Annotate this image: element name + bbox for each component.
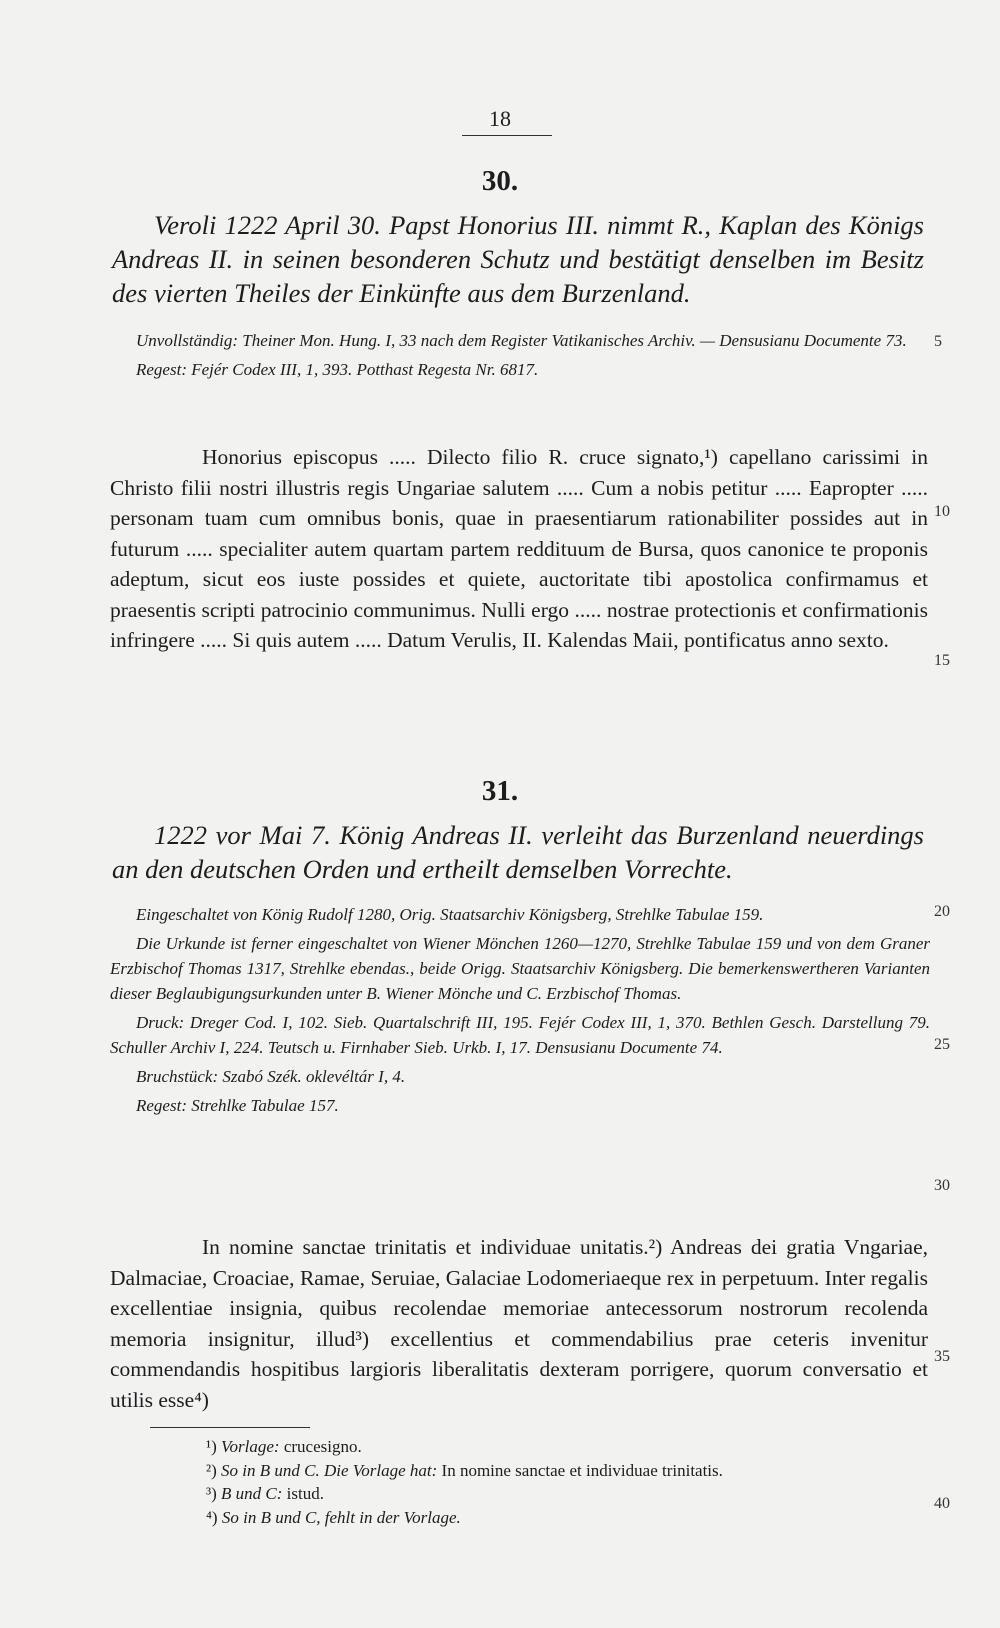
footnote (206, 1435, 936, 1459)
apparatus-entry: Regest: Strehlke Tabulae 157. (136, 1096, 339, 1115)
footnote-text: crucesigno. (279, 1437, 362, 1456)
document-number-30: 30. (481, 165, 519, 197)
line-number: 30 (934, 1177, 950, 1194)
footnote-rule (150, 1427, 310, 1428)
apparatus-entry: Unvollständig: Theiner Mon. Hung. I, 33 nach dem Register Vatikanisches Archiv. — Densusianu Documente 73. (136, 331, 907, 350)
document-number-31: 31. (481, 775, 519, 807)
line-number: 35 (934, 1348, 950, 1365)
charter-text: Honorius episcopus ..... Dilecto filio R. cruce signato,¹) capellano carissimi in Christo filii nostri illustris regis Ungariae salutem ..... Cum a nobis petitur ..... Eapropter ..... personam tuam cum omnibus bonis, quae in praesentiarum rationabiliter possides aut in futurum ..... specialiter autem quartam partem reddituum de Bursa, quos canonice te proponis adeptum, sicut eos iuste possides et quiete, auctoritate tibi apostolica confirmamus et praesentis scripti patrocinio communimus. Nulli ergo ..... nostrae protectionis et confirmationis infringere ..... Si quis autem ..... Datum Verulis, II. Kalendas Maii, pontificatus anno sexto. (110, 445, 928, 652)
page-number: 18 (489, 106, 511, 131)
footnote-mark: ⁴) (206, 1507, 218, 1527)
line-number: 10 (934, 503, 950, 520)
footnote (206, 1482, 936, 1506)
footnote-italic: B und C: (221, 1484, 283, 1503)
apparatus-entry: Eingeschaltet von König Rudolf 1280, Orig. Staatsarchiv Königsberg, Strehlke Tabulae 159. (136, 905, 764, 924)
footnote-italic: So in B und C, fehlt in der Vorlage. (221, 1507, 461, 1527)
footnote-italic: So in B und C. Die Vorlage hat: (221, 1460, 438, 1480)
apparatus-entry: Die Urkunde ist ferner eingeschaltet von Wiener Mönchen 1260—1270, Strehlke Tabulae 159 und von dem Graner Erzbischof Thomas 1317, Strehlke ebendas., beide Origg. Staatsarchiv Königsberg. Die bemerkenswertheren Varianten dieser Beglaubigungsurkunden unter B. Wiener Mönche und C. Erzbischof Thomas. (110, 934, 930, 1003)
footnote-mark: ¹) (206, 1437, 217, 1456)
document-30-apparatus (110, 328, 930, 382)
apparatus-entry: Bruchstück: Szabó Szék. oklevéltár I, 4. (136, 1067, 406, 1086)
line-number: 5 (934, 333, 942, 350)
apparatus-entry: Druck: Dreger Cod. I, 102. Sieb. Quartalschrift III, 195. Fejér Codex III, 1, 370. Bethlen Gesch. Darstellung 79. Schuller Archiv I, 224. Teutsch u. Firnhaber Sieb. Urkb. I, 17. Densusianu Documente 74. (110, 1013, 930, 1057)
document-31-apparatus (110, 902, 930, 1118)
footnote-text: istud. (282, 1484, 324, 1503)
page-number-rule (462, 135, 552, 136)
footnote-italic: Vorlage: (221, 1437, 280, 1456)
document-30-text (110, 442, 928, 656)
line-number: 15 (934, 652, 950, 669)
footnote (206, 1506, 936, 1530)
document-31-heading: 1222 vor Mai 7. König Andreas II. verleiht das Burzenland neuerdings an den deutschen Orden und ertheilt demselben Vorrechte. (112, 820, 924, 884)
line-number: 25 (934, 1036, 950, 1053)
document-31-text (110, 1232, 928, 1415)
line-number: 40 (934, 1495, 950, 1512)
footnote (206, 1459, 936, 1483)
charter-text: In nomine sanctae trinitatis et individuae unitatis.²) Andreas dei gratia Vngariae, Dalmaciae, Croaciae, Ramae, Seruiae, Galaciae Lodomeriaeque rex in perpetuum. Inter regalis excellentiae insignia, quibus recolendae memoriae antecessorum nostrorum recolenda memoria insignitur, illud³) excellentius et commendabilius prae ceteris invenitur commendandis hospitibus largioris liberalitatis dexteram porrigere, quorum conversatio et utilis esse⁴) (110, 1235, 928, 1412)
document-30-heading: Veroli 1222 April 30. Papst Honorius III. nimmt R., Kaplan des Königs Andreas II. in seinen besonderen Schutz und bestätigt denselben im Besitz des vierten Theiles der Einkünfte aus dem Burzenland. (112, 210, 924, 308)
footnote-mark: ²) (206, 1460, 217, 1480)
footnote-text: In nomine sanctae et individuae trinitatis. (437, 1460, 723, 1480)
footnotes (206, 1435, 936, 1529)
apparatus-entry: Regest: Fejér Codex III, 1, 393. Potthast Regesta Nr. 6817. (136, 360, 539, 379)
line-number: 20 (934, 903, 950, 920)
footnote-mark: ³) (206, 1484, 217, 1503)
